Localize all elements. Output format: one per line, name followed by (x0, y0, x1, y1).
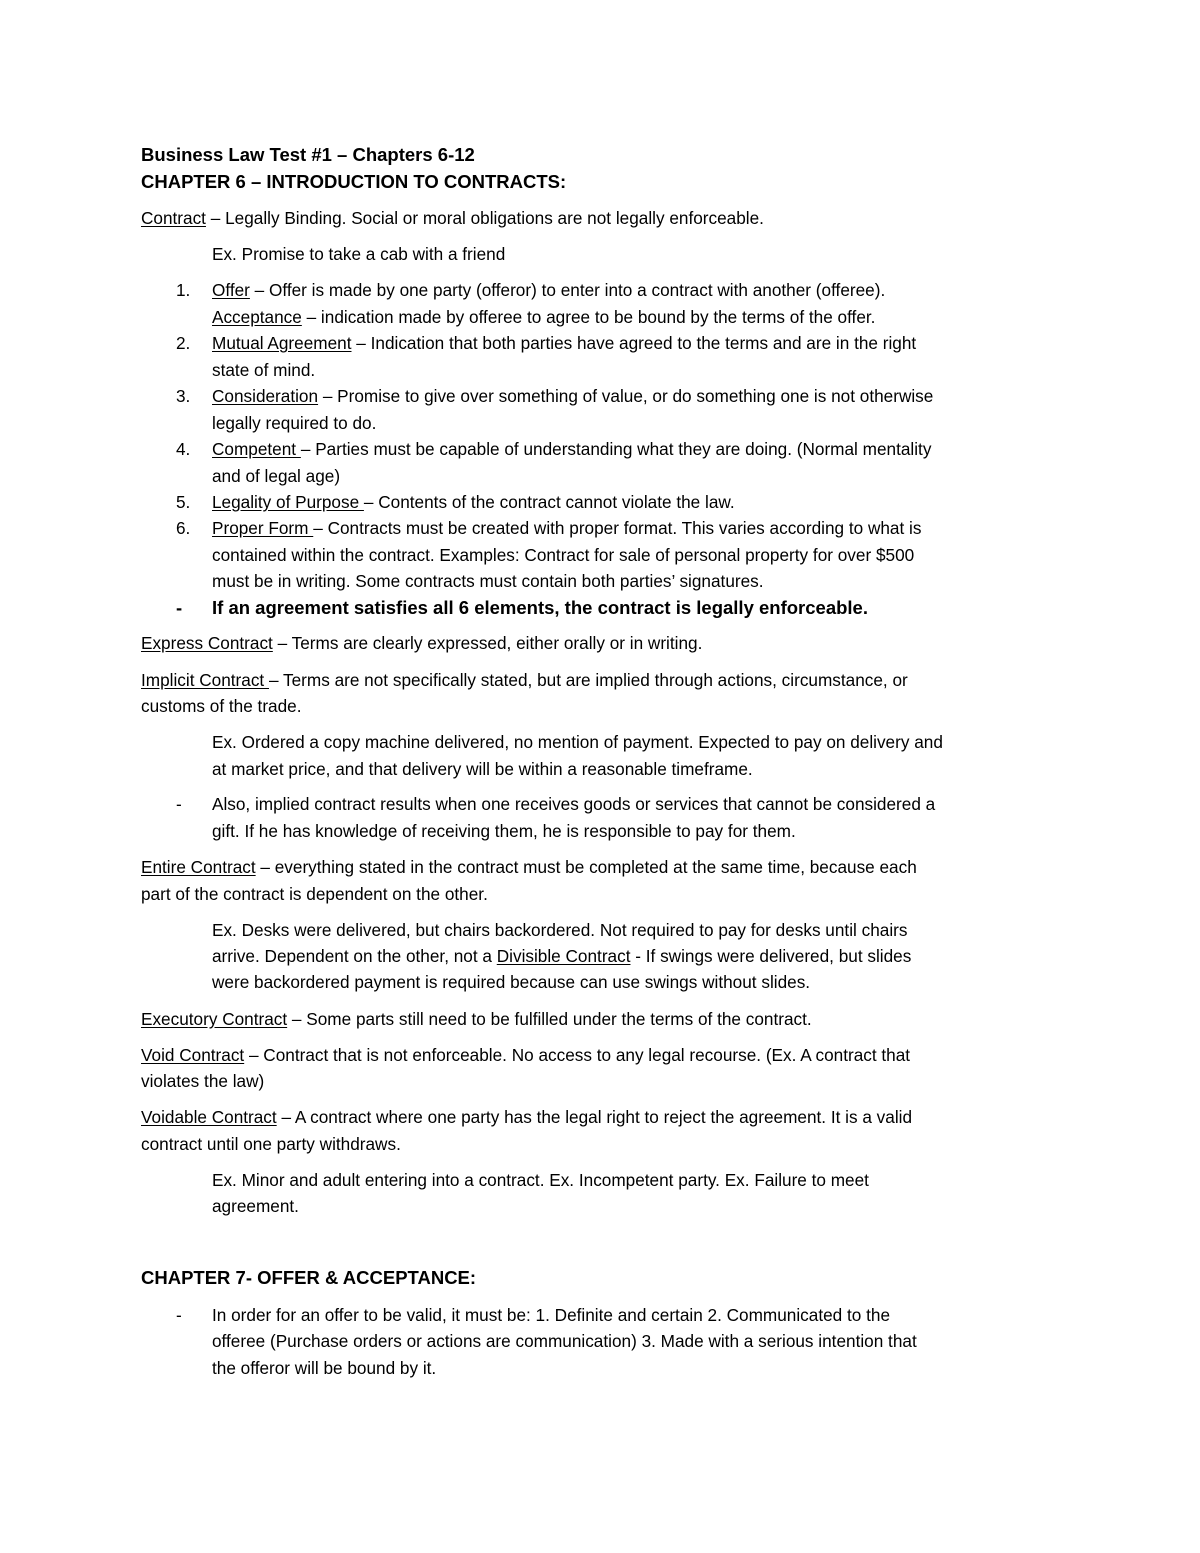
entire-contract-definition (141, 856, 917, 878)
express-contract-definition (141, 632, 702, 654)
term-consideration: Consideration (212, 386, 319, 406)
term-executory-contract: Executory Contract (141, 1009, 288, 1029)
term-divisible-contract: Divisible Contract (496, 946, 631, 966)
entire-def-continuation: part of the contract is dependent on the other. (141, 884, 488, 904)
list-item-proper-form (212, 517, 921, 539)
list-item-continuation: and of legal age) (212, 466, 341, 486)
void-contract-definition (141, 1044, 910, 1066)
offer-validity-text: In order for an offer to be valid, it must be: 1. Definite and certain 2. Communicated to the (212, 1305, 890, 1325)
list-item-continuation: contained within the contract. Examples: Contract for sale of personal property for over $500 (212, 545, 915, 565)
bullet-dash: - (176, 597, 183, 618)
offer-def-text: – Offer is made by one party (offeror) to enter into a contract with another (offeree). (249, 280, 886, 300)
contract-def-text: – Legally Binding. Social or moral obligations are not legally enforceable. (205, 208, 764, 228)
proper-form-def-text: – Contracts must be created with proper format. This varies according to what is (313, 518, 922, 538)
list-item-offer (212, 279, 885, 301)
voidable-def-continuation: contract until one party withdraws. (141, 1134, 401, 1154)
implicit-def-continuation: customs of the trade. (141, 696, 302, 716)
mutual-def-text: – Indication that both parties have agreed to the terms and are in the right (351, 333, 917, 353)
list-item-continuation: must be in writing. Some contracts must contain both parties’ signatures. (212, 571, 764, 591)
entire-def-text: – everything stated in the contract must be completed at the same time, because each (255, 857, 917, 877)
chapter-7-heading: CHAPTER 7- OFFER & ACCEPTANCE: (141, 1267, 477, 1288)
list-item-consideration (212, 385, 933, 407)
offer-validity-continuation: offeree (Purchase orders or actions are communication) 3. Made with a serious intention that (212, 1331, 917, 1351)
term-contract: Contract (141, 208, 206, 228)
executory-contract-definition (141, 1008, 812, 1030)
entire-example-continuation: were backordered payment is required because can use swings without slides. (212, 972, 811, 992)
bullet-dash: - (176, 794, 182, 814)
bullet-dash: - (176, 1305, 182, 1325)
list-number: 1. (176, 280, 191, 300)
term-express-contract: Express Contract (141, 633, 273, 653)
list-number: 6. (176, 518, 191, 538)
term-mutual-agreement: Mutual Agreement (212, 333, 352, 353)
list-item-acceptance (212, 306, 875, 328)
list-item-legality-of-purpose (212, 491, 735, 513)
term-proper-form: Proper Form (212, 518, 314, 538)
list-number: 4. (176, 439, 191, 459)
voidable-example-continuation: agreement. (212, 1196, 299, 1216)
voidable-contract-definition (141, 1106, 912, 1128)
implicit-note: Also, implied contract results when one receives goods or services that cannot be considered a (212, 794, 936, 814)
implicit-note-continuation: gift. If he has knowledge of receiving them, he is responsible to pay for them. (212, 821, 796, 841)
chapter-6-heading: CHAPTER 6 – INTRODUCTION TO CONTRACTS: (141, 171, 567, 192)
implicit-contract-definition (141, 669, 908, 691)
legality-def-text: – Contents of the contract cannot violate the law. (363, 492, 735, 512)
implicit-example: Ex. Ordered a copy machine delivered, no mention of payment. Expected to pay on delivery and (212, 732, 943, 752)
entire-example-continuation (212, 945, 911, 967)
voidable-def-text: – A contract where one party has the legal right to reject the agreement. It is a valid (276, 1107, 913, 1127)
term-implicit-contract: Implicit Contract (141, 670, 269, 690)
offer-validity-continuation: the offeror will be bound by it. (212, 1358, 437, 1378)
contract-example: Ex. Promise to take a cab with a friend (212, 244, 506, 264)
express-def-text: – Terms are clearly expressed, either orally or in writing. (272, 633, 703, 653)
competent-def-text: – Parties must be capable of understanding what they are doing. (Normal mentality (300, 439, 932, 459)
term-competent: Competent (212, 439, 301, 459)
entire-example: Ex. Desks were delivered, but chairs backordered. Not required to pay for desks until chairs (212, 920, 908, 940)
voidable-example: Ex. Minor and adult entering into a contract. Ex. Incompetent party. Ex. Failure to meet (212, 1170, 869, 1190)
list-item-continuation: legally required to do. (212, 413, 377, 433)
list-number: 5. (176, 492, 191, 512)
document-title: Business Law Test #1 – Chapters 6-12 (141, 144, 475, 165)
term-voidable-contract: Voidable Contract (141, 1107, 277, 1127)
list-item-competent (212, 438, 931, 460)
term-entire-contract: Entire Contract (141, 857, 256, 877)
term-acceptance: Acceptance (212, 307, 302, 327)
divisible-def-text: - If swings were delivered, but slides (630, 946, 912, 966)
executory-def-text: – Some parts still need to be fulfilled under the terms of the contract. (287, 1009, 812, 1029)
list-item-mutual-agreement (212, 332, 916, 354)
list-item-continuation: state of mind. (212, 360, 316, 380)
term-offer: Offer (212, 280, 250, 300)
list-number: 2. (176, 333, 191, 353)
acceptance-def-text: – indication made by offeree to agree to be bound by the terms of the offer. (301, 307, 876, 327)
elements-summary: If an agreement satisfies all 6 elements, the contract is legally enforceable. (212, 597, 868, 618)
term-void-contract: Void Contract (141, 1045, 245, 1065)
implicit-example-continuation: at market price, and that delivery will be within a reasonable timeframe. (212, 759, 753, 779)
void-def-text: – Contract that is not enforceable. No access to any legal recourse. (Ex. A contract that (244, 1045, 911, 1065)
void-def-continuation: violates the law) (141, 1071, 265, 1091)
term-legality-of-purpose: Legality of Purpose (212, 492, 364, 512)
list-number: 3. (176, 386, 191, 406)
contract-definition (141, 207, 764, 229)
entire-example-text: arrive. Dependent on the other, not a (212, 946, 497, 966)
implicit-def-text: – Terms are not specifically stated, but are implied through actions, circumstance, or (268, 670, 908, 690)
consideration-def-text: – Promise to give over something of value, or do something one is not otherwise (318, 386, 934, 406)
